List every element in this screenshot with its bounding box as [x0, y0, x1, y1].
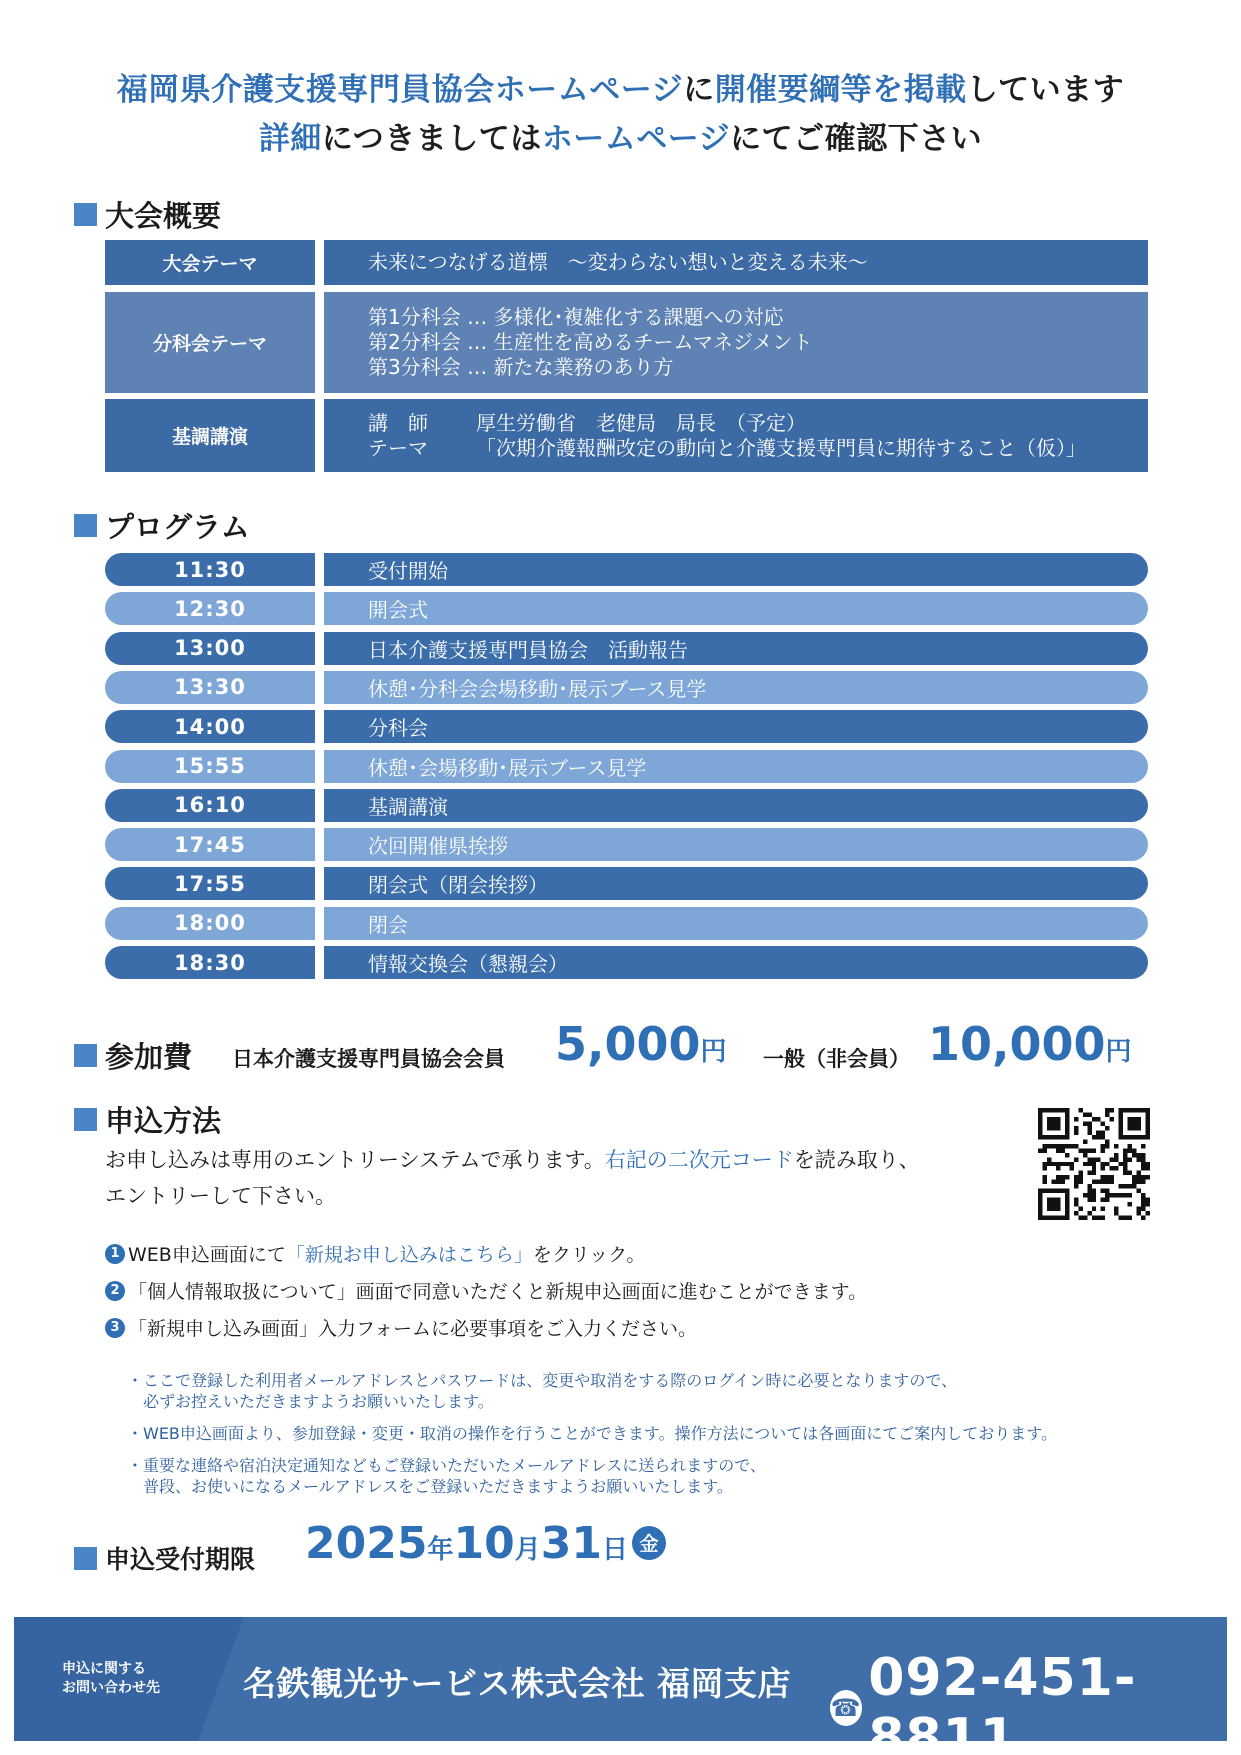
program-time: 12:30 — [105, 592, 315, 625]
step-number-badge: 1 — [105, 1244, 125, 1264]
step-number-badge: 2 — [105, 1281, 125, 1301]
program-activity: 休憩･会場移動･展示ブース見学 — [324, 750, 1148, 783]
program-time: 17:45 — [105, 828, 315, 861]
fee-nonmember-label: 一般（非会員） — [763, 1047, 910, 1071]
apply-intro: お申し込みは専用のエントリーシステムで承ります。右記の二次元コードを読み取り、 エントリーして下さい。 — [105, 1148, 920, 1208]
square-bullet-icon — [74, 514, 97, 537]
fee-nonmember-price: 10,000円 — [928, 1017, 1132, 1071]
program-time: 16:10 — [105, 789, 315, 822]
footer-contact-caption: 申込に関する お問い合わせ先 — [62, 1661, 160, 1696]
theme-value: 未来につなげる道標 ～変わらない想いと変える未来～ — [324, 240, 1148, 285]
footer-company: 名鉄観光サービス株式会社 福岡支店 — [243, 1664, 791, 1703]
qr-code-icon[interactable] — [1038, 1108, 1150, 1220]
phone-icon: ☎ — [830, 1690, 862, 1726]
program-activity: 次回開催県挨拶 — [324, 828, 1148, 861]
program-time: 18:30 — [105, 946, 315, 979]
subsession-label: 分科会テーマ — [105, 292, 315, 393]
deadline-date: 2025年10月31日 金 — [305, 1518, 666, 1569]
apply-note-line: ・WEB申込画面より、参加登録・変更・取消の操作を行うことができます。操作方法については各画面にてご案内しております。 — [127, 1424, 1058, 1443]
program-time: 11:30 — [105, 553, 315, 586]
header-line-1: 福岡県介護支援専門員協会ホームページに開催要綱等を掲載しています — [116, 72, 1125, 108]
overview-heading: 大会概要 — [74, 194, 221, 235]
program-activity: 受付開始 — [324, 553, 1148, 586]
apply-heading: 申込方法 — [74, 1099, 221, 1140]
step-number-badge: 3 — [105, 1318, 125, 1338]
program-activity: 休憩･分科会会場移動･展示ブース見学 — [324, 671, 1148, 704]
footer-phone[interactable]: ☎ 092-451-8811 — [830, 1648, 1137, 1755]
deadline-heading: 申込受付期限 — [74, 1540, 255, 1576]
apply-note-line: ・ここで登録した利用者メールアドレスとパスワードは、変更や取消をする際のログイン時に必要となりますので、 — [127, 1371, 958, 1390]
program-time: 14:00 — [105, 710, 315, 743]
subsession-value: 第1分科会 … 多様化･複雑化する課題への対応 第2分科会 … 生産性を高めるチームマネジメント 第3分科会 … 新たな業務のあり方 — [324, 292, 1148, 393]
apply-note-line: ・重要な連絡や宿泊決定通知などもご登録いただいたメールアドレスに送られますので、 — [127, 1456, 766, 1475]
apply-note-line: 必ずお控えいただきますようお願いいたします。 — [127, 1392, 494, 1411]
fee-member-price: 5,000円 — [555, 1017, 727, 1071]
theme-label: 大会テーマ — [105, 240, 315, 285]
square-bullet-icon — [74, 203, 97, 226]
apply-step: 2 「個人情報取扱について」画面で同意いただくと新規申込画面に進むことができます。 — [105, 1277, 867, 1304]
program-activity: 閉会 — [324, 907, 1148, 940]
square-bullet-icon — [74, 1547, 97, 1570]
program-time: 13:00 — [105, 632, 315, 665]
square-bullet-icon — [74, 1108, 97, 1131]
program-activity: 基調講演 — [324, 789, 1148, 822]
program-activity: 情報交換会（懇親会） — [324, 946, 1148, 979]
program-time: 18:00 — [105, 907, 315, 940]
keynote-value: 講 師 厚生労働省 老健局 局長 （予定） テーマ 「次期介護報酬改定の動向と介護支援専門員に期待すること（仮）」 — [324, 399, 1148, 472]
weekday-badge: 金 — [632, 1526, 666, 1560]
program-time: 17:55 — [105, 867, 315, 900]
fee-member-label: 日本介護支援専門員協会会員 — [232, 1047, 505, 1071]
apply-step: 3 「新規申し込み画面」入力フォームに必要事項をご入力ください。 — [105, 1314, 697, 1341]
program-heading: プログラム — [74, 505, 250, 546]
program-activity: 日本介護支援専門員協会 活動報告 — [324, 632, 1148, 665]
header-line-2: 詳細につきましてはホームページにてご確認下さい — [258, 121, 983, 157]
program-time: 13:30 — [105, 671, 315, 704]
keynote-label: 基調講演 — [105, 399, 315, 472]
program-activity: 開会式 — [324, 592, 1148, 625]
square-bullet-icon — [74, 1044, 97, 1067]
apply-step: 1 WEB申込画面にて 「新規お申し込みはこちら」 をクリック。 — [105, 1240, 645, 1267]
program-time: 15:55 — [105, 750, 315, 783]
program-activity: 分科会 — [324, 710, 1148, 743]
fee-heading: 参加費 — [74, 1035, 192, 1076]
program-activity: 閉会式（閉会挨拶） — [324, 867, 1148, 900]
apply-note-line: 普段、お使いになるメールアドレスをご登録いただきますようお願いいたします。 — [127, 1477, 733, 1496]
